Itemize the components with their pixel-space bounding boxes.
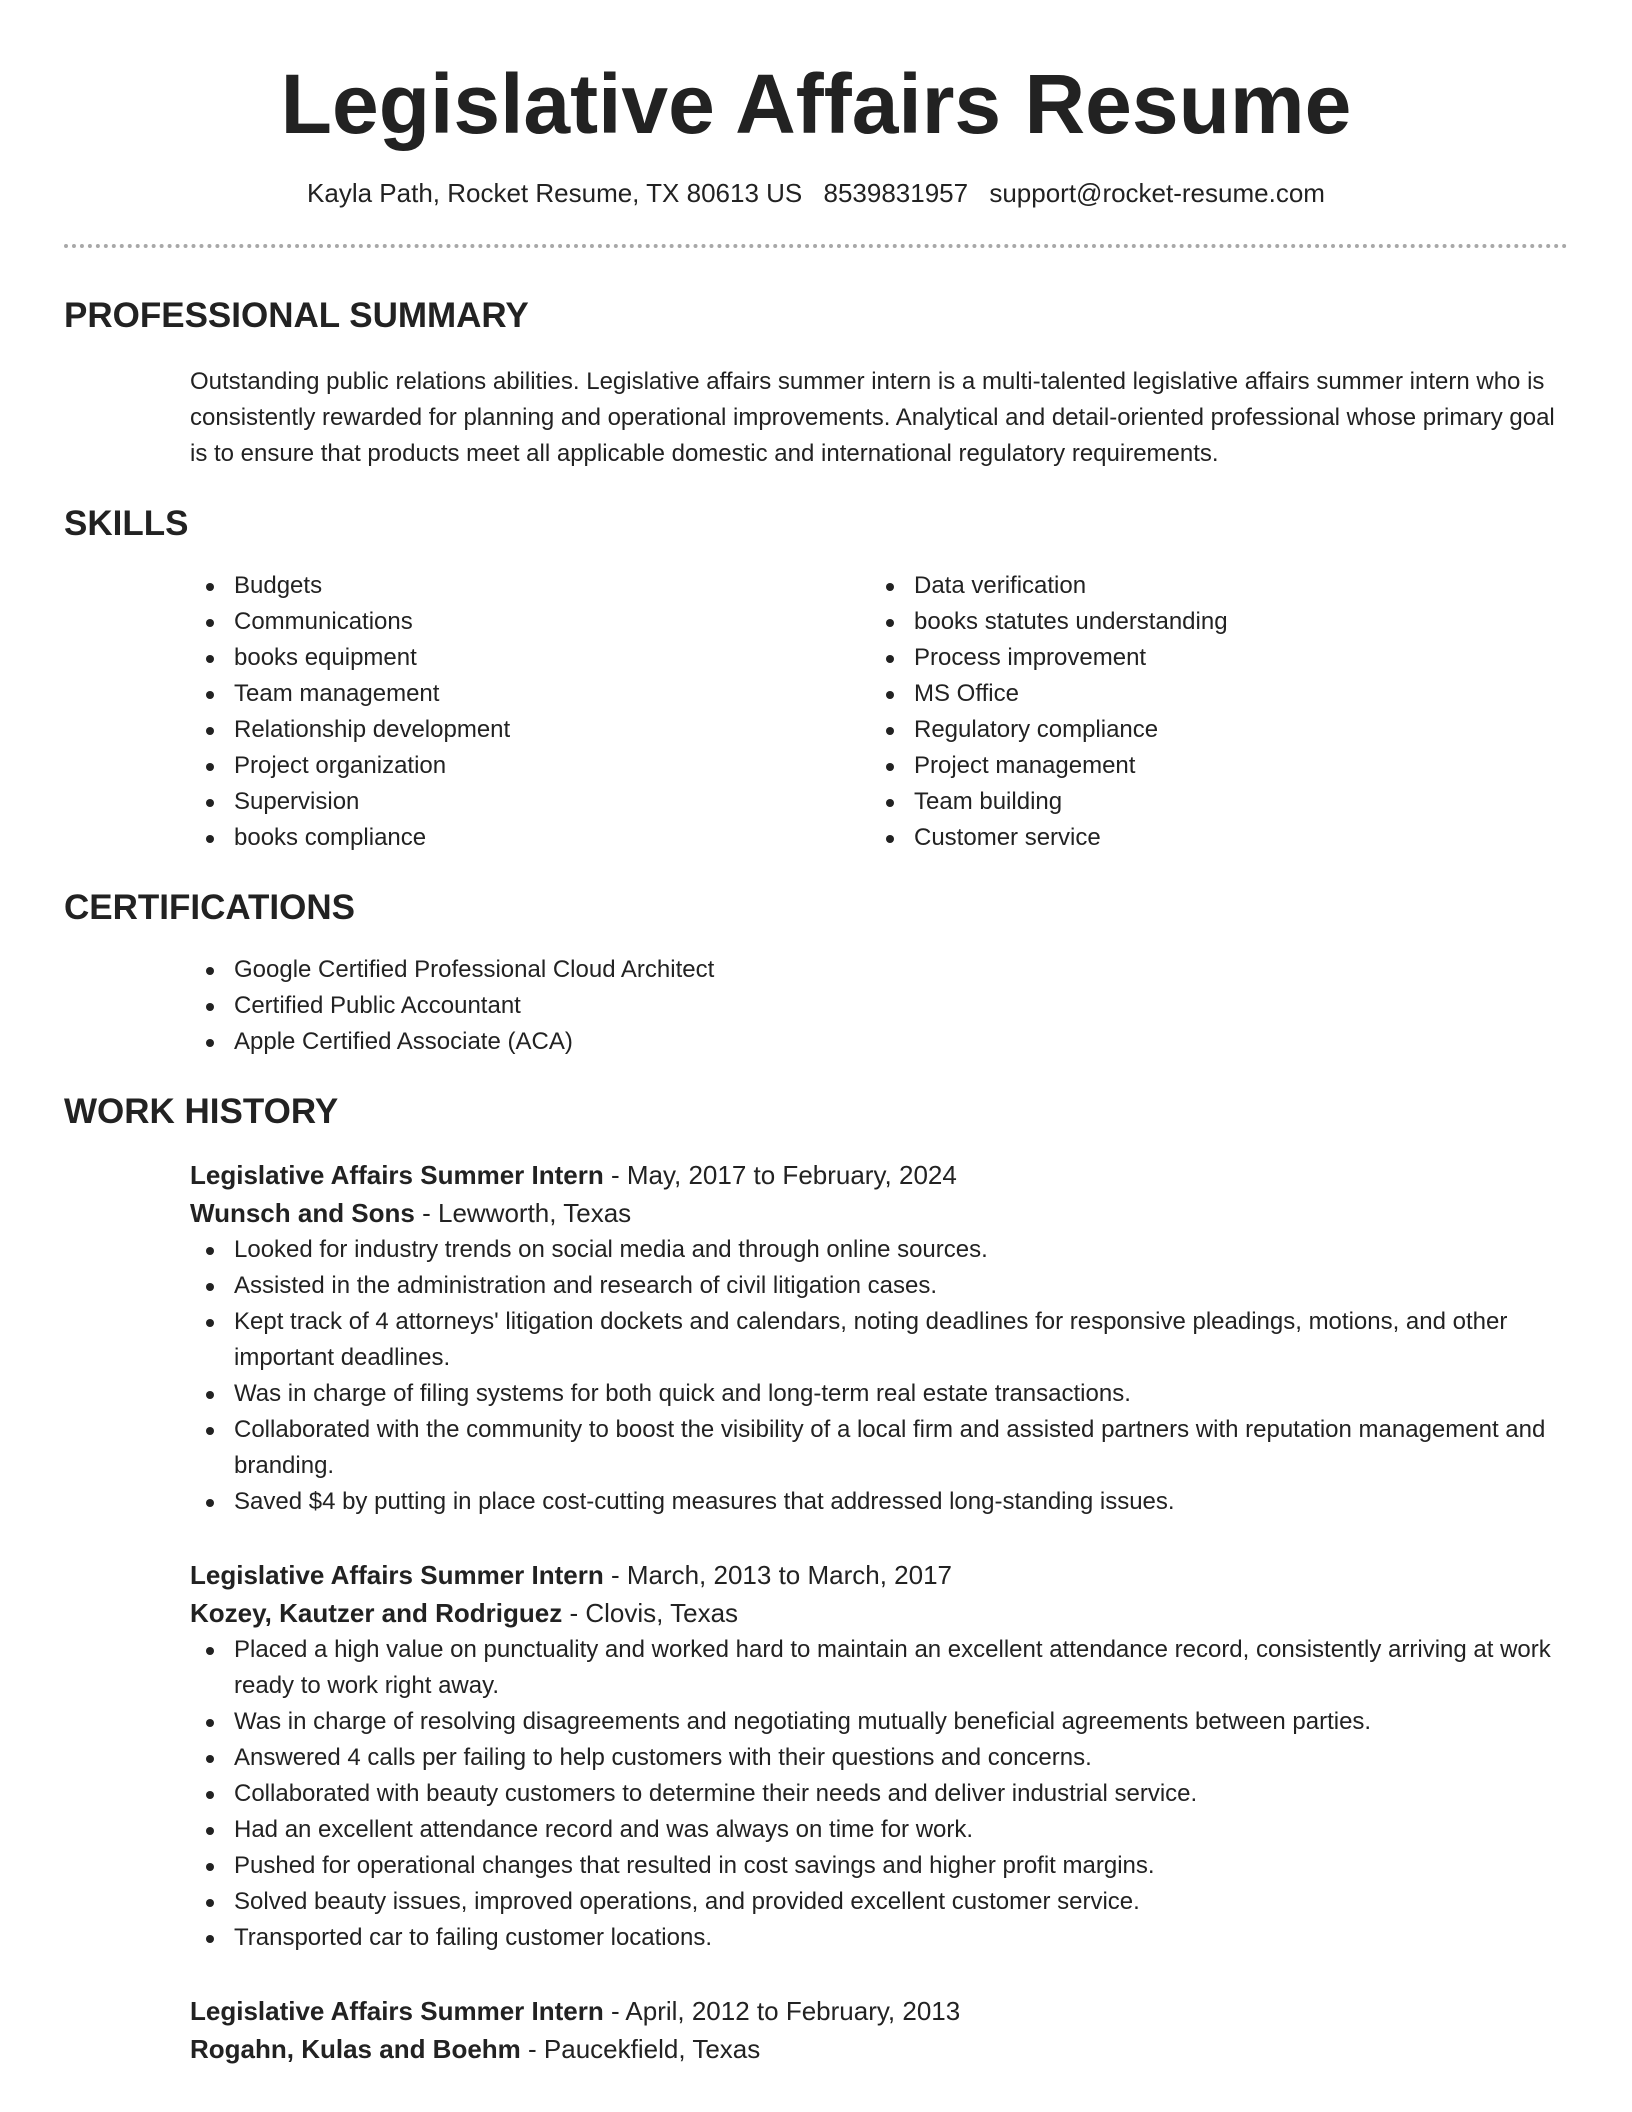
job-duty: Assisted in the administration and research of civil litigation cases. <box>190 1268 1566 1304</box>
certification-item: Certified Public Accountant <box>190 988 1568 1024</box>
certifications-list <box>190 952 1568 1060</box>
job-company-line <box>190 1194 1568 1232</box>
resume-title: Legislative Affairs Resume <box>280 57 1352 151</box>
skill-item: MS Office <box>870 676 1550 712</box>
summary-heading: PROFESSIONAL SUMMARY <box>64 296 529 335</box>
skill-item: Communications <box>190 604 870 640</box>
job-company: Rogahn, Kulas and Boehm <box>190 2034 521 2064</box>
job-duty: Collaborated with beauty customers to determine their needs and deliver industrial service. <box>190 1776 1566 1812</box>
job-duty: Answered 4 calls per failing to help customers with their questions and concerns. <box>190 1740 1566 1776</box>
job-duty: Saved $4 by putting in place cost-cutting measures that addressed long-standing issues. <box>190 1484 1566 1520</box>
job-duty: Was in charge of resolving disagreements and negotiating mutually beneficial agreements between parties. <box>190 1704 1566 1740</box>
job-title-line <box>190 1156 1568 1194</box>
skill-item: Regulatory compliance <box>870 712 1550 748</box>
resume-page <box>64 0 1568 2068</box>
skills-column-left <box>190 568 870 856</box>
header-divider <box>64 244 1568 248</box>
job-dates: - April, 2012 to February, 2013 <box>603 1996 961 2026</box>
job-duty: Solved beauty issues, improved operations, and provided excellent customer service. <box>190 1884 1566 1920</box>
skill-item: Project organization <box>190 748 870 784</box>
skill-item: books equipment <box>190 640 870 676</box>
job-title-line <box>190 1556 1568 1594</box>
job-duty: Pushed for operational changes that resulted in cost savings and higher profit margins. <box>190 1848 1566 1884</box>
skill-item: Customer service <box>870 820 1550 856</box>
work-history-heading: WORK HISTORY <box>64 1092 339 1131</box>
skill-item: Project management <box>870 748 1550 784</box>
job-title: Legislative Affairs Summer Intern <box>190 1560 604 1590</box>
contact-email: support@rocket-resume.com <box>989 178 1325 208</box>
job-duty: Collaborated with the community to boost the visibility of a local firm and assisted partners with reputation management and branding. <box>190 1412 1566 1484</box>
job-entry <box>190 1156 1568 1520</box>
job-title-line <box>190 1992 1568 2030</box>
skill-item: Data verification <box>870 568 1550 604</box>
skills-list-right <box>870 568 1550 856</box>
job-title: Legislative Affairs Summer Intern <box>190 1996 604 2026</box>
job-location: - Paucekfield, Texas <box>520 2034 761 2064</box>
job-company-line <box>190 1594 1568 1632</box>
skill-item: Team management <box>190 676 870 712</box>
job-duty: Had an excellent attendance record and was always on time for work. <box>190 1812 1566 1848</box>
job-company: Wunsch and Sons <box>190 1198 415 1228</box>
job-duty: Was in charge of filing systems for both quick and long-term real estate transactions. <box>190 1376 1566 1412</box>
job-company: Kozey, Kautzer and Rodriguez <box>190 1598 563 1628</box>
job-dates: - May, 2017 to February, 2024 <box>603 1160 957 1190</box>
job-duties-list <box>190 1232 1566 1520</box>
certifications-block <box>190 952 1568 1060</box>
skill-item: Relationship development <box>190 712 870 748</box>
certification-item: Apple Certified Associate (ACA) <box>190 1024 1568 1060</box>
job-entry <box>190 1556 1568 1956</box>
job-duty: Transported car to failing customer locations. <box>190 1920 1566 1956</box>
job-entry <box>190 1992 1568 2068</box>
skill-item: Team building <box>870 784 1550 820</box>
job-duty: Placed a high value on punctuality and worked hard to maintain an excellent attendance record, consistently arriving at work ready to work right away. <box>190 1632 1566 1704</box>
contact-info <box>64 176 1568 210</box>
job-title: Legislative Affairs Summer Intern <box>190 1160 604 1190</box>
skills-grid <box>190 568 1568 856</box>
skills-heading: SKILLS <box>64 504 189 543</box>
skills-column-right <box>870 568 1550 856</box>
job-company-line <box>190 2030 1568 2068</box>
skill-item: Budgets <box>190 568 870 604</box>
certifications-heading: CERTIFICATIONS <box>64 888 356 927</box>
certification-item: Google Certified Professional Cloud Architect <box>190 952 1568 988</box>
job-duty: Kept track of 4 attorneys' litigation dockets and calendars, noting deadlines for responsive pleadings, motions, and other important deadlines. <box>190 1304 1566 1376</box>
contact-address: Kayla Path, Rocket Resume, TX 80613 US <box>307 178 803 208</box>
skill-item: books statutes understanding <box>870 604 1550 640</box>
skill-item: books compliance <box>190 820 870 856</box>
job-duty: Looked for industry trends on social media and through online sources. <box>190 1232 1566 1268</box>
contact-phone: 8539831957 <box>823 178 969 208</box>
job-location: - Lewworth, Texas <box>414 1198 632 1228</box>
summary-text: Outstanding public relations abilities. Legislative affairs summer intern is a multi-talented legislative affairs summer intern who is consistently rewarded for planning and operational improvements. Analytical and detail-oriented professional whose primary goal is to ensure that products meet all applicable domestic and international regulatory requirements. <box>190 368 1555 467</box>
skills-list-left <box>190 568 870 856</box>
job-location: - Clovis, Texas <box>562 1598 739 1628</box>
job-dates: - March, 2013 to March, 2017 <box>603 1560 953 1590</box>
skill-item: Supervision <box>190 784 870 820</box>
job-duties-list <box>190 1632 1566 1956</box>
skill-item: Process improvement <box>870 640 1550 676</box>
